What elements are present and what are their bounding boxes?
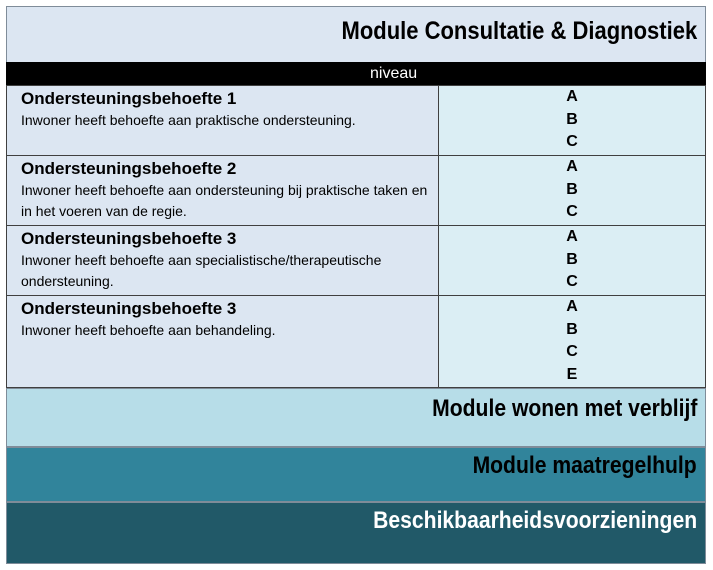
- level-label: C: [566, 203, 578, 220]
- level-label: B: [566, 320, 578, 338]
- niveau-header-bar: [6, 62, 706, 85]
- consultatie-module-header: [6, 6, 706, 62]
- level-label: B: [566, 250, 578, 268]
- need-title: Ondersteuningsbehoefte 1: [21, 89, 237, 108]
- table-row: [7, 226, 706, 296]
- table-row: [7, 296, 706, 388]
- level-label: C: [566, 133, 578, 150]
- need-title: Ondersteuningsbehoefte 3: [21, 229, 237, 248]
- level-label: B: [566, 110, 578, 128]
- level-label: A: [566, 228, 578, 245]
- need-title: Ondersteuningsbehoefte 2: [21, 159, 237, 178]
- level-cell: [439, 226, 706, 296]
- level-label: C: [566, 273, 578, 290]
- need-description-cell: [7, 226, 439, 296]
- need-description: Inwoner heeft behoefte aan praktische ondersteuning.: [21, 112, 356, 128]
- niveau-label: niveau: [370, 65, 418, 82]
- need-description-cell: [7, 296, 439, 388]
- need-description-cell: [7, 156, 439, 226]
- need-description: Inwoner heeft behoefte aan behandeling.: [21, 322, 276, 338]
- level-label: E: [566, 365, 578, 383]
- beschikbaarheid-block: [6, 502, 706, 564]
- level-cell: [439, 86, 706, 156]
- module-maatregelhulp-title: Module maatregelhulp: [472, 452, 697, 479]
- level-label: B: [566, 180, 578, 198]
- need-description: Inwoner heeft behoefte aan ondersteuning bij praktische taken en in het voeren van de regie.: [21, 182, 428, 219]
- level-cell: [439, 156, 706, 226]
- module-wonen-title: Module wonen met verblijf: [431, 395, 697, 422]
- need-title: Ondersteuningsbehoefte 3: [21, 299, 237, 318]
- niveau-bar-spacer: [6, 62, 406, 85]
- module-diagram: [6, 6, 706, 564]
- level-label: A: [566, 88, 578, 105]
- need-description: Inwoner heeft behoefte aan specialistische/therapeutische ondersteuning.: [21, 252, 382, 289]
- consultatie-module-title: Module Consultatie & Diagnostiek: [341, 17, 697, 45]
- table-row: [7, 156, 706, 226]
- table-row: [7, 86, 706, 156]
- beschikbaarheid-title: Beschikbaarheidsvoorzieningen: [373, 507, 697, 534]
- level-label: A: [566, 298, 578, 315]
- module-wonen-block: [6, 388, 706, 447]
- need-description-cell: [7, 86, 439, 156]
- support-needs-table: [6, 85, 706, 388]
- level-label: C: [566, 343, 578, 360]
- level-cell: [439, 296, 706, 388]
- module-maatregelhulp-block: [6, 447, 706, 502]
- level-label: A: [566, 158, 578, 175]
